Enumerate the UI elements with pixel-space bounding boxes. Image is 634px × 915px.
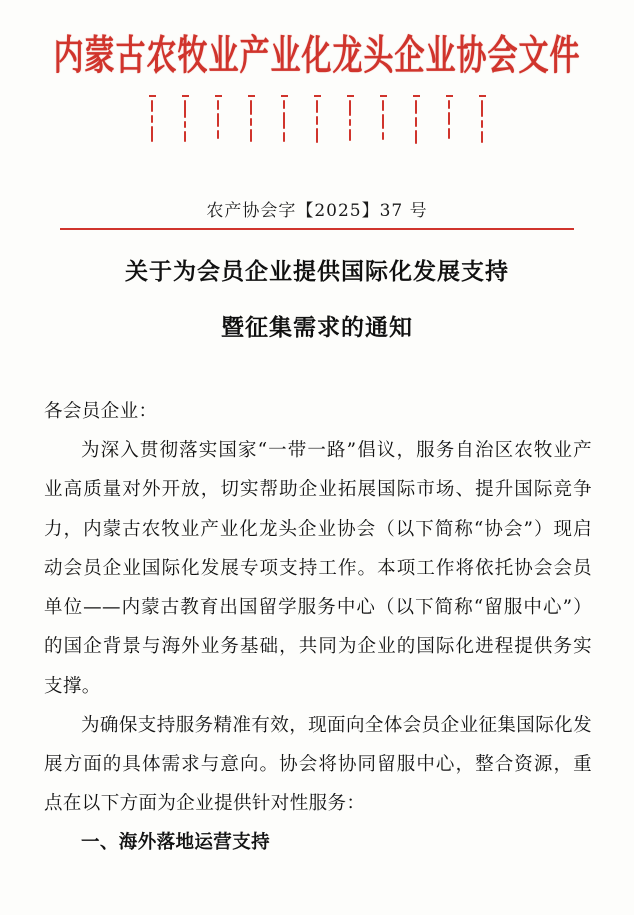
body-paragraph-2: 为确保支持服务精准有效，现面向全体会员企业征集国际化发展方面的具体需求与意向。协会将协同留服中心，整合资源，重点在以下方面为企业提供针对性服务： xyxy=(44,714,592,815)
document-title-line-1: 关于为会员企业提供国际化发展支持 xyxy=(125,258,509,285)
mongolian-glyph-column xyxy=(347,95,354,141)
mongolian-glyph-column xyxy=(446,95,453,139)
mongolian-glyph-column xyxy=(149,95,156,142)
red-divider-rule xyxy=(60,228,574,230)
mongolian-glyph-column xyxy=(479,95,486,143)
mongolian-glyph-column xyxy=(182,95,189,142)
document-title xyxy=(0,244,634,357)
section-heading-1: 一、海外落地运营支持 xyxy=(81,832,271,854)
document-title-line-2: 暨征集需求的通知 xyxy=(221,314,413,342)
mongolian-glyph-column xyxy=(314,95,321,143)
masthead xyxy=(0,34,634,153)
mongolian-glyph-column xyxy=(413,95,420,144)
mongolian-glyph-column xyxy=(215,95,222,139)
salutation: 各会员企业： xyxy=(44,401,158,422)
mongolian-glyph-column xyxy=(248,95,255,142)
document-number: 农产协会字【2025】37 号 xyxy=(206,201,428,221)
mongolian-glyph-column xyxy=(380,95,387,140)
body-paragraph-1: 为深入贯彻落实国家“一带一路”倡议，服务自治区农牧业产业高质量对外开放，切实帮助企业拓展国际市场、提升国际竞争力，内蒙古农牧业产业化龙头企业协会（以下简称“协会”）现启动会员企业国际化发展专项支持工作。本项工作将依托协会会员单位——内蒙古教育出国留学服务中心（以下简称“留服中心”）的国企背景与海外业务基础，共同为企业的国际化进程提供务实支撑。 xyxy=(44,440,592,697)
mongolian-script-band xyxy=(0,95,634,153)
document-body xyxy=(44,392,592,863)
masthead-title: 内蒙古农牧业产业化龙头企业协会文件 xyxy=(53,32,581,80)
mongolian-glyph-column xyxy=(281,95,288,142)
